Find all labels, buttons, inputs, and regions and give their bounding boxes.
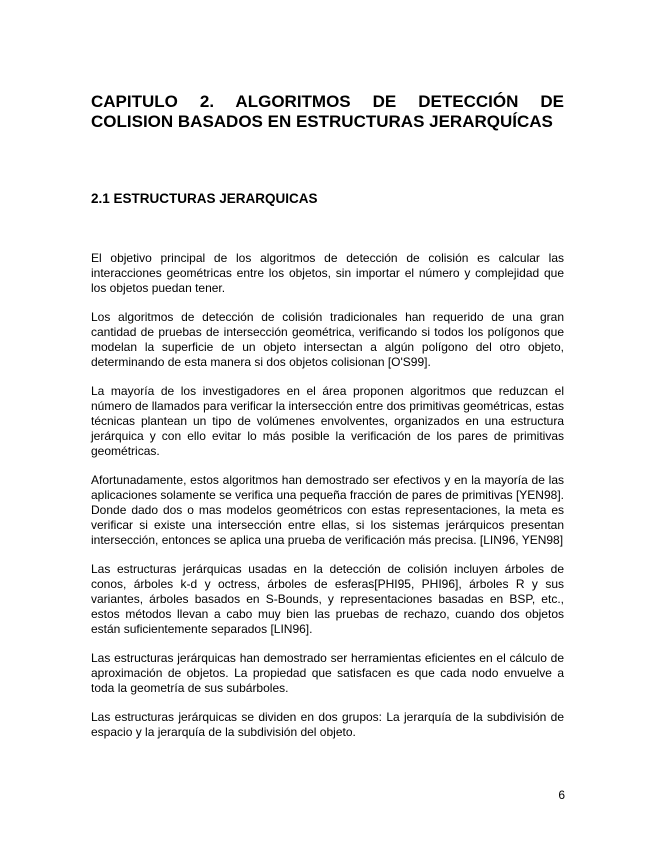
section-title: 2.1 ESTRUCTURAS JERARQUICAS bbox=[91, 191, 318, 206]
paragraph-3: La mayoría de los investigadores en el área proponen algoritmos que reduzcan el número de llamados para verificar la intersección entre dos primitivas geométricas, estas técnicas plantean un tipo de volúmenes envolventes, organizados en una estructura jerárquica y con ello evitar lo más posible la verificación de los pares de primitivas geométricas. bbox=[91, 384, 564, 458]
paragraph-2: Los algoritmos de detección de colisión tradicionales han requerido de una gran cantidad de pruebas de intersección geométrica, verificando si todos los polígonos que modelan la superficie de un objeto intersectan a algún polígono del otro objeto, determinando de esta manera si dos objetos colisionan [O'S99]. bbox=[91, 310, 564, 369]
page-number: 6 bbox=[558, 788, 565, 802]
paragraph-4: Afortunadamente, estos algoritmos han demostrado ser efectivos y en la mayoría de las aplicaciones solamente se verifica una pequeña fracción de pares de primitivas [YEN98]. Donde dado dos o mas modelos geométricos con estas representaciones, la meta es verificar si existe una intersección entre ellas, si los sistemas jerárquicos presentan intersección, entonces se aplica una prueba de verificación más precisa. [LIN96, YEN98] bbox=[91, 473, 564, 547]
paragraph-5: Las estructuras jerárquicas usadas en la detección de colisión incluyen árboles de conos, árboles k-d y octress, árboles de esferas[PHI95, PHI96], árboles R y sus variantes, árboles basados en S-Bounds, y representaciones basadas en BSP, etc., estos métodos llevan a cabo muy bien las pruebas de rechazo, cuando dos objetos están suficientemente separados [LIN96]. bbox=[91, 562, 564, 636]
paragraph-1: El objetivo principal de los algoritmos de detección de colisión es calcular las interacciones geométricas entre los objetos, sin importar el número y complejidad que los objetos puedan tener. bbox=[91, 251, 564, 295]
chapter-title: CAPITULO 2. ALGORITMOS DE DETECCIÓN DE COLISION BASADOS EN ESTRUCTURAS JERARQUÍCAS bbox=[91, 92, 564, 131]
paragraph-7: Las estructuras jerárquicas se dividen en dos grupos: La jerarquía de la subdivisión de espacio y la jerarquía de la subdivisión del objeto. bbox=[91, 710, 564, 739]
paragraph-6: Las estructuras jerárquicas han demostrado ser herramientas eficientes en el cálculo de aproximación de objetos. La propiedad que satisfacen es que cada nodo envuelve a toda la geometría de sus subárboles. bbox=[91, 651, 564, 695]
body-text bbox=[91, 251, 564, 754]
